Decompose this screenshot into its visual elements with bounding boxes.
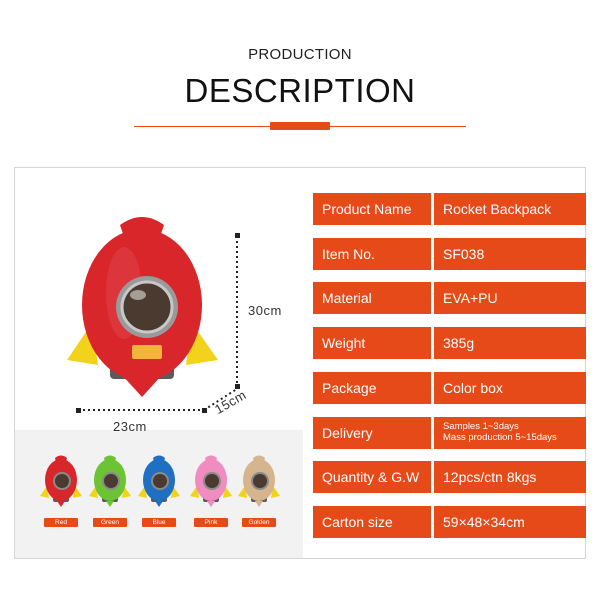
spec-value: 12pcs/ctn 8kgs: [434, 461, 586, 493]
delivery-samples: Samples 1~3days: [443, 420, 519, 432]
spec-value: Color box: [434, 372, 586, 404]
spec-value: 385g: [434, 327, 586, 359]
spec-row-delivery: [313, 417, 586, 449]
spec-value: SF038: [434, 238, 586, 270]
spec-label: Material: [313, 282, 431, 314]
color-variant-thumbnail: [88, 452, 132, 510]
spec-label: Delivery: [313, 417, 431, 449]
spec-label: Product Name: [313, 193, 431, 225]
section-subtitle: PRODUCTION: [248, 46, 352, 63]
spec-label: Quantity & G.W: [313, 461, 431, 493]
color-label-pink: Pink: [194, 518, 228, 527]
color-variant-thumbnail: [237, 452, 281, 510]
spec-label: Item No.: [313, 238, 431, 270]
color-label-green: Green: [93, 518, 127, 527]
spec-row-product-name: [313, 193, 586, 225]
color-label-blue: Blue: [142, 518, 176, 527]
depth-dimension-label: 15cm: [212, 387, 249, 417]
color-variant-thumbnail: [137, 452, 181, 510]
spec-label: Weight: [313, 327, 431, 359]
spec-row-package: [313, 372, 586, 404]
delivery-mass-production: Mass production 5~15days: [443, 431, 557, 443]
color-label-golden: Golden: [242, 518, 276, 527]
spec-value: [434, 417, 586, 449]
color-label-red: Red: [44, 518, 78, 527]
spec-value: EVA+PU: [434, 282, 586, 314]
spec-label: Package: [313, 372, 431, 404]
spec-row-quantity-gw: [313, 461, 586, 493]
spec-value: 59×48×34cm: [434, 506, 586, 538]
spec-label: Carton size: [313, 506, 431, 538]
section-title: DESCRIPTION: [184, 72, 416, 109]
width-dimension-label: 23cm: [113, 419, 147, 434]
spec-row-weight: [313, 327, 586, 359]
spec-value: Rocket Backpack: [434, 193, 586, 225]
spec-row-item-no: [313, 238, 586, 270]
height-dimension-label: 30cm: [248, 303, 282, 318]
color-variant-thumbnail: [39, 452, 83, 510]
spec-row-material: [313, 282, 586, 314]
spec-row-carton-size: [313, 506, 586, 538]
color-variant-thumbnail: [189, 452, 233, 510]
